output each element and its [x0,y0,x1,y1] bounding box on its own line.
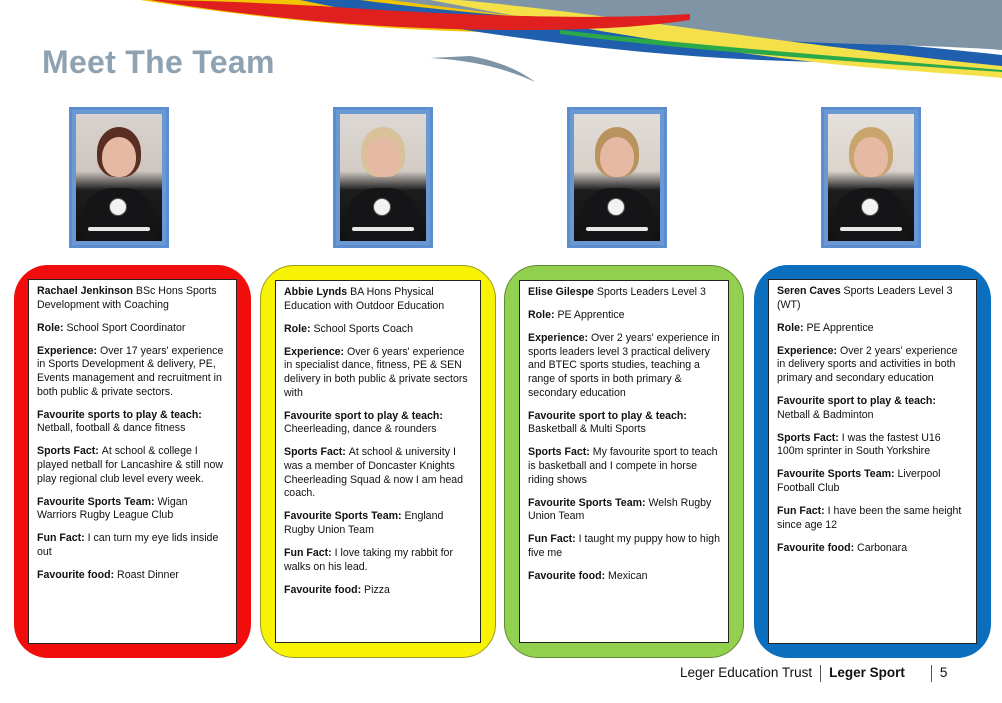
page-title: Meet The Team [42,44,275,80]
page-number: 5 [939,665,948,681]
team-card-panel [768,279,977,644]
favourite-team-value: Welsh Rugby Union Team [528,496,712,523]
team-card-seren-caves [754,265,991,658]
member-qualification: Sports Leaders Level 3 [593,286,706,298]
experience-value: Over 17 years' experience in Sports Development & delivery, PE, Events management and recruitment in both public & private sectors. [37,344,224,398]
favourite-food-value: Mexican [608,570,648,582]
photo-seren-caves [821,107,921,248]
footer-divider [931,665,932,682]
fun-fact-value: I have been the same height since age 12 [777,505,962,531]
member-favourite-team [37,496,228,523]
member-role [37,322,228,336]
sports-fact-label: Sports Fact: [284,446,349,459]
favourite-sport-value: Netball, football & dance fitness [37,422,186,435]
sports-fact-value: At school & college I played netball for Lancashire & still now play regional club level every week. [37,445,224,485]
member-fun-fact [777,505,968,532]
member-qualification: Sports Leaders Level 3 (WT) [777,285,953,311]
sports-fact-value: My favourite sport to teach is basketball and I compete in horse riding shows [528,446,718,486]
footer-org: Leger Education Trust [680,665,813,681]
member-favourite-food [37,569,228,583]
favourite-food-label: Favourite food: [284,583,365,596]
member-heading [528,286,720,300]
fun-fact-value: I can turn my eye lids inside out [37,532,219,558]
member-favourite-team [777,468,968,495]
favourite-sport-label: Favourite sport to play & teach: [777,395,936,408]
member-favourite-team [284,510,472,537]
member-name: Abbie Lynds [284,286,348,298]
member-sports-fact [37,445,228,486]
member-experience [528,332,720,400]
fun-fact-value: I love taking my rabbit for walks on his lead. [284,546,453,573]
member-favourite-sport [37,409,228,436]
experience-value: Over 2 years' experience in delivery sports and activities in both primary and secondary education [777,344,958,384]
sports-fact-value: At school & university I was a member of Doncaster Knights Cheerleading Squad & now I am head coach. [284,446,464,500]
member-fun-fact [528,533,720,560]
favourite-team-label: Favourite Sports Team: [777,468,898,481]
role-value: School Sport Coordinator [66,321,186,334]
favourite-food-value: Pizza [364,583,390,596]
member-role [777,322,968,336]
member-favourite-food [777,542,968,556]
member-name: Seren Caves [777,285,841,297]
team-card-abbie-lynds [260,265,496,658]
member-name: Elise Gilespe [528,286,594,298]
sports-fact-value: I was the fastest U16 100m sprinter in South Yorkshire [777,431,941,458]
photo-rachael-jenkinson [69,107,169,248]
favourite-sport-value: Basketball & Multi Sports [528,423,646,436]
footer-divider [820,665,821,682]
member-qualification: BSc Hons Sports Development with Coaching [37,285,217,311]
experience-value: Over 2 years' experience in sports leaders level 3 practical delivery and BTEC sports studies, teaching a range of sports in both primary & secondary education [528,332,720,399]
favourite-food-label: Favourite food: [528,570,609,582]
member-fun-fact [37,532,228,559]
favourite-food-value: Carbonara [857,541,908,554]
team-card-panel [28,279,237,644]
experience-value: Over 6 years' experience in specialist dance, fitness, PE & SEN delivery in both public & private sectors with [284,345,468,399]
role-label: Role: [284,322,314,335]
member-heading [284,286,472,313]
member-experience [37,345,228,399]
fun-fact-label: Fun Fact: [528,533,579,546]
fun-fact-label: Fun Fact: [284,546,335,559]
footer-brand: Leger Sport [829,665,905,681]
team-card-panel [519,280,729,643]
member-heading [37,285,228,312]
member-name: Rachael Jenkinson [37,285,133,297]
member-favourite-food [284,584,472,598]
experience-label: Experience: [528,332,592,345]
member-qualification: BA Hons Physical Education with Outdoor Education [284,286,445,312]
member-experience [284,346,472,400]
member-favourite-sport [528,410,720,437]
experience-label: Experience: [37,344,101,357]
sports-fact-label: Sports Fact: [528,446,593,459]
favourite-food-value: Roast Dinner [117,569,179,581]
favourite-team-label: Favourite Sports Team: [284,510,405,523]
favourite-sport-label: Favourite sport to play & teach: [528,409,687,422]
member-favourite-sport [777,395,968,422]
role-value: PE Apprentice [806,321,874,334]
favourite-team-value: Liverpool Football Club [777,468,941,495]
member-role [284,323,472,337]
favourite-food-label: Favourite food: [777,541,858,554]
fun-fact-value: I taught my puppy how to high five me [528,533,720,559]
photo-abbie-lynds [333,107,433,248]
favourite-sport-value: Cheerleading, dance & rounders [284,423,437,436]
member-heading [777,285,968,312]
role-value: PE Apprentice [557,309,625,322]
member-favourite-sport [284,410,472,437]
experience-label: Experience: [284,345,348,358]
favourite-team-value: Wigan Warriors Rugby League Club [37,495,188,522]
member-sports-fact [284,446,472,500]
member-favourite-team [528,497,720,524]
sports-fact-label: Sports Fact: [37,445,102,458]
favourite-food-label: Favourite food: [37,569,118,581]
member-fun-fact [284,547,472,574]
favourite-sport-label: Favourite sports to play & teach: [37,408,202,421]
favourite-sport-value: Netball & Badminton [777,408,874,421]
role-value: School Sports Coach [313,322,413,335]
sports-fact-label: Sports Fact: [777,431,842,444]
favourite-team-label: Favourite Sports Team: [528,496,649,509]
photo-elise-gilespe [567,107,667,248]
team-card-panel [275,280,481,643]
experience-label: Experience: [777,344,841,357]
page-footer [680,665,947,682]
member-experience [777,345,968,386]
favourite-team-value: England Rugby Union Team [284,510,444,536]
role-label: Role: [528,309,558,322]
favourite-sport-label: Favourite sport to play & teach: [284,409,443,422]
member-sports-fact [777,432,968,459]
member-sports-fact [528,446,720,487]
fun-fact-label: Fun Fact: [37,532,88,545]
team-card-rachael-jenkinson [14,265,251,658]
favourite-team-label: Favourite Sports Team: [37,495,158,508]
role-label: Role: [777,321,807,334]
member-role [528,309,720,323]
member-favourite-food [528,570,720,584]
fun-fact-label: Fun Fact: [777,505,828,518]
team-card-elise-gilespe [504,265,744,658]
role-label: Role: [37,321,67,334]
